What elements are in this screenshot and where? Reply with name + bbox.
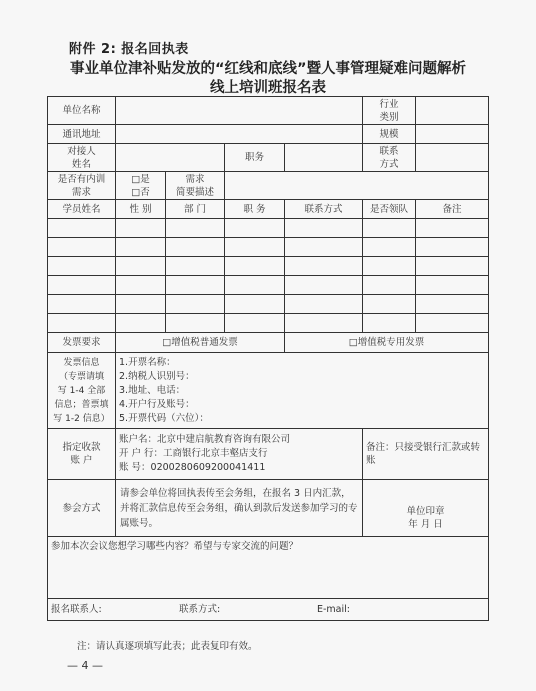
question-text: 参加本次会议您想学习哪些内容？希望与专家交流的问题？ — [51, 541, 299, 552]
contact-method-label-line1: 联系 — [379, 145, 399, 157]
participant-cell[interactable] — [363, 219, 416, 238]
participant-row — [48, 219, 489, 238]
contact-person-field[interactable] — [116, 144, 225, 172]
participant-cell[interactable] — [166, 257, 225, 276]
account-remark: 备注：只接受银行汇款或转账 — [363, 429, 489, 480]
participant-row — [48, 257, 489, 276]
contact-person-label-line1: 对接人 — [67, 145, 96, 157]
invoice-info-label-line: 写 1-2 信息） — [53, 413, 110, 424]
invoice-item: 2.纳税人识别号： — [119, 370, 195, 382]
internal-training-label-line2: 需求 — [71, 186, 91, 198]
participant-cell[interactable] — [48, 257, 116, 276]
participant-cell[interactable] — [166, 295, 225, 314]
participant-cell[interactable] — [225, 314, 285, 333]
participant-row — [48, 295, 489, 314]
invoice-info-label — [48, 353, 116, 429]
contact-person-label-line2: 姓名 — [71, 158, 91, 170]
industry-label-line1: 行业 — [379, 98, 399, 110]
footer-note: 注：请认真逐项填写此表；此表复印有效。 — [77, 641, 258, 652]
participant-header-gender: 性 别 — [116, 200, 166, 219]
participant-cell[interactable] — [166, 314, 225, 333]
participant-header-contact: 联系方式 — [285, 200, 363, 219]
participant-row — [48, 314, 489, 333]
invoice-requirement-label: 发票要求 — [48, 333, 116, 353]
participant-cell[interactable] — [285, 276, 363, 295]
contact-method-field[interactable] — [416, 144, 489, 172]
contact-person-label — [48, 144, 116, 172]
internal-training-label-line1: 是否有内训 — [57, 173, 106, 185]
participant-cell[interactable] — [225, 219, 285, 238]
participant-cell[interactable] — [166, 238, 225, 257]
invoice-special-checkbox[interactable]: □增值税专用发票 — [348, 337, 425, 348]
registration-contact-row — [48, 599, 489, 621]
account-label-line2: 账 户 — [70, 455, 93, 466]
document-subtitle: 线上培训班报名表 — [210, 80, 326, 96]
participant-cell[interactable] — [116, 314, 166, 333]
participant-cell[interactable] — [225, 257, 285, 276]
invoice-info-fields[interactable] — [116, 353, 489, 429]
participant-cell[interactable] — [225, 238, 285, 257]
account-number: 账 号：0200280609200041411 — [119, 462, 266, 473]
participant-cell[interactable] — [416, 276, 489, 295]
needs-label-line2: 简要描述 — [175, 186, 214, 198]
stamp-date: 年 月 日 — [408, 519, 443, 530]
participant-cell[interactable] — [285, 257, 363, 276]
invoice-info-label-line: （专票请填 — [58, 371, 104, 382]
attachment-label: 附件 2: 报名回执表 — [69, 42, 189, 57]
participant-row — [48, 276, 489, 295]
participant-header-remark: 备注 — [416, 200, 489, 219]
needs-label — [166, 172, 225, 200]
invoice-info-label-line: 发票信息 — [63, 357, 100, 368]
invoice-info-label-line: 写 1-4 全部 — [57, 385, 106, 396]
unit-name-label: 单位名称 — [48, 97, 116, 125]
participant-header-department: 部 门 — [166, 200, 225, 219]
needs-label-line1: 需求 — [185, 173, 205, 185]
page-number: — 4 — — [67, 659, 103, 672]
reg-email-label: E-mail: — [317, 604, 350, 615]
invoice-item: 5.开票代码（六位）： — [119, 412, 209, 424]
participant-cell[interactable] — [48, 238, 116, 257]
participant-cell[interactable] — [363, 257, 416, 276]
registration-form-table — [47, 96, 489, 621]
reg-contact-label: 报名联系人: — [51, 604, 102, 615]
participant-cell[interactable] — [225, 295, 285, 314]
participant-cell[interactable] — [285, 314, 363, 333]
participant-header-leader: 是否领队 — [363, 200, 416, 219]
industry-label — [363, 97, 416, 125]
industry-label-line2: 类别 — [379, 111, 399, 123]
method-label: 参会方式 — [48, 480, 116, 537]
participant-cell[interactable] — [363, 238, 416, 257]
participant-cell[interactable] — [416, 295, 489, 314]
account-details — [116, 429, 363, 480]
participant-cell[interactable] — [166, 276, 225, 295]
option-no-checkbox[interactable]: □否 — [131, 186, 150, 198]
contact-method-label — [363, 144, 416, 172]
unit-name-field[interactable] — [116, 97, 363, 125]
participant-cell[interactable] — [285, 295, 363, 314]
invoice-info-label-line: 信息；普票填 — [54, 399, 109, 410]
contact-method-label-line2: 方式 — [379, 158, 399, 170]
account-bank: 开 户 行：工商银行北京丰壑店支行 — [119, 448, 268, 459]
invoice-special-option — [285, 333, 489, 353]
participant-cell[interactable] — [416, 314, 489, 333]
needs-description-field[interactable] — [225, 172, 489, 200]
participant-cell[interactable] — [116, 257, 166, 276]
reg-contact-method-label: 联系方式: — [179, 604, 221, 615]
invoice-normal-checkbox[interactable]: □增值税普通发票 — [162, 337, 238, 348]
method-text: 请参会单位将回执表传至会务组，在报名 3 日内汇款，并将汇款信息传至会务组，确认到款后发送参加学习的专属账号。 — [116, 480, 363, 537]
participant-cell[interactable] — [116, 276, 166, 295]
participant-cell[interactable] — [363, 314, 416, 333]
account-label-line1: 指定收款 — [62, 442, 101, 453]
participant-cell[interactable] — [285, 219, 363, 238]
invoice-normal-option — [116, 333, 285, 353]
participant-cell[interactable] — [416, 257, 489, 276]
account-name: 账户名：北京中建启航教育咨询有限公司 — [119, 434, 291, 445]
scale-label: 规模 — [363, 125, 416, 144]
stamp-label: 单位印章 — [406, 506, 445, 517]
participant-header-position: 职 务 — [225, 200, 285, 219]
address-label: 通讯地址 — [48, 125, 116, 144]
participant-cell[interactable] — [363, 295, 416, 314]
participant-cell[interactable] — [116, 295, 166, 314]
invoice-item: 1.开票名称： — [119, 356, 176, 368]
account-label — [48, 429, 116, 480]
participant-cell[interactable] — [416, 219, 489, 238]
position-label: 职务 — [225, 144, 285, 172]
participant-cell[interactable] — [48, 219, 116, 238]
industry-field[interactable] — [416, 97, 489, 125]
stamp-area — [363, 480, 489, 537]
option-yes-checkbox[interactable]: □是 — [131, 173, 150, 185]
participant-cell[interactable] — [166, 219, 225, 238]
internal-training-label — [48, 172, 116, 200]
internal-training-options — [116, 172, 166, 200]
position-field[interactable] — [285, 144, 363, 172]
participant-cell[interactable] — [48, 295, 116, 314]
participant-cell[interactable] — [48, 314, 116, 333]
participant-header-name: 学员姓名 — [48, 200, 116, 219]
invoice-item: 3.地址、电话： — [119, 384, 186, 396]
address-field[interactable] — [116, 125, 363, 144]
participant-cell[interactable] — [116, 219, 166, 238]
participant-row — [48, 238, 489, 257]
invoice-item: 4.开户行及账号： — [119, 398, 195, 410]
participant-cell[interactable] — [225, 276, 285, 295]
participant-cell[interactable] — [416, 238, 489, 257]
participant-header-row — [48, 200, 489, 219]
participant-cell[interactable] — [285, 238, 363, 257]
question-field[interactable] — [48, 537, 489, 599]
scale-field[interactable] — [416, 125, 489, 144]
participant-cell[interactable] — [116, 238, 166, 257]
participant-cell[interactable] — [48, 276, 116, 295]
document-title: 事业单位津补贴发放的“红线和底线”暨人事管理疑难问题解析 — [69, 61, 467, 77]
participant-cell[interactable] — [363, 276, 416, 295]
